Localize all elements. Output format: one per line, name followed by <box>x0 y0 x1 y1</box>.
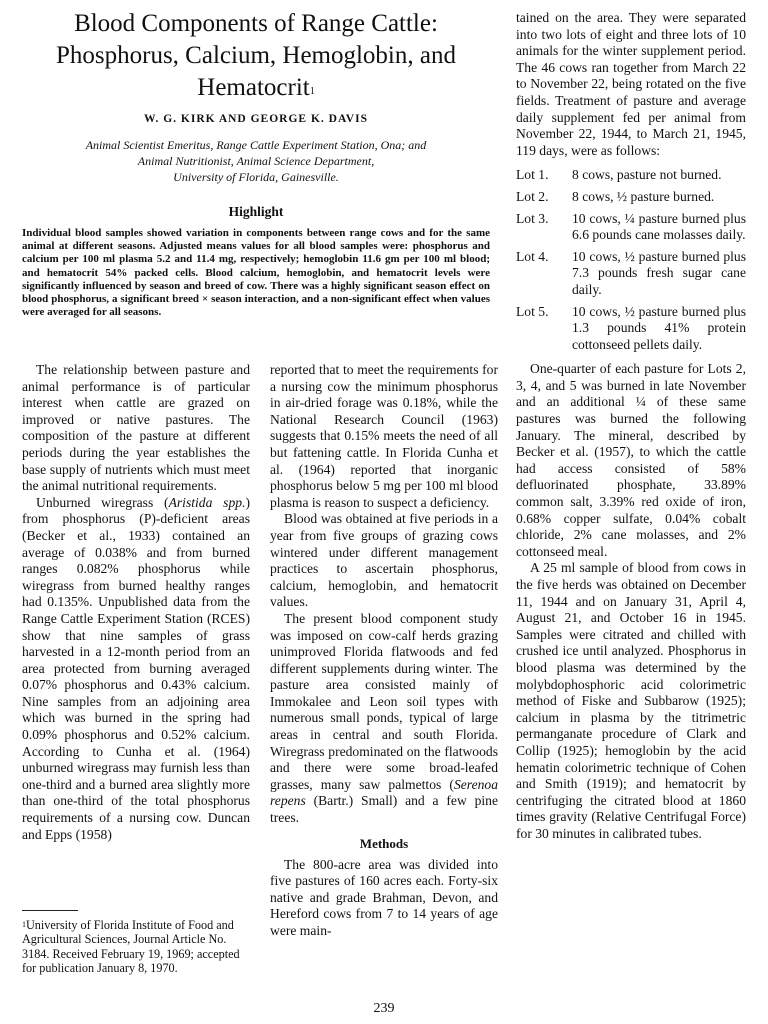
lot-label: Lot 1. <box>516 167 549 183</box>
text-column-2 <box>270 362 498 940</box>
title-line-1: Blood Components of Range Cattle: <box>74 10 438 37</box>
intro-paragraph: The relationship between pasture and animal performance is of particular interest when cattle are grazed on improved or native pastures. The composition of the pasture at different periods during the year establishes the base supply of nutrients which must meet the animal nutritional requirements. <box>22 362 250 494</box>
lot-description: 10 cows, ½ pasture burned plus 1.3 pounds 41% protein cottonseed pellets daily. <box>572 303 746 352</box>
lot-label: Lot 5. <box>516 303 549 319</box>
highlight-abstract: Individual blood samples showed variation in components between range cows and for the same animal at different seasons. Adjusted means values for all blood samples were: phosphorus and calcium per 100 ml plasma 5.2 and 11.4 mg, respectively; hemoglobin 11.6 gm per 100 ml blood; and hematocrit 54% packed cells. Blood calcium, hemoglobin, and hematocrit levels were significantly influenced by season and breed of cow. There was a highly significant season effect on blood phosphorus, a significant breed × season interaction, and a non-significant effect when values were averaged for all seasons. <box>22 227 490 319</box>
species-name-serenoa: Serenoa repens <box>270 776 498 809</box>
page-number: 239 <box>373 1001 395 1016</box>
lot-label: Lot 3. <box>516 210 549 226</box>
footnote-rule <box>22 910 78 911</box>
burning-mineral-paragraph: One-quarter of each pasture for Lots 2, 3, 4, and 5 was burned in late November and an additional ¼ of these same pastures was burned the following January. The mineral, described by Becker et al. (1957), to which the cattle had access consisted of 58% defluorinated phosphate, 33.89% common salt, 3.39% red oxide of iron, 0.68% copper sulfate, 0.04% cobalt chloride, 2% cane molasses, and 2% cottonseed meal. <box>516 361 746 559</box>
wiregrass-text-a: Unburned wiregrass ( <box>36 494 169 510</box>
blood-sampling-paragraph: Blood was obtained at five periods in a year from five groups of grazing cows wintered under different management practices to ascertain phosphorus, calcium, hemoglobin, and hematocrit values. <box>270 511 498 610</box>
methods-paragraph: The 800-acre area was divided into five pastures of 160 acres each. Forty-six native and grade Brahman, Devon, and Hereford cows from 7 to 14 years of age were main- <box>270 856 498 938</box>
footnote-mark: 1 <box>22 920 26 929</box>
lot-description: 10 cows, ¼ pasture burned plus 6.6 pounds cane molasses daily. <box>572 210 746 243</box>
title-footnote-mark: 1 <box>309 86 315 97</box>
lot-item <box>516 189 746 206</box>
lot-item <box>516 304 746 354</box>
affiliation-line-1: Animal Scientist Emeritus, Range Cattle Experiment Station, Ona; and <box>85 138 427 152</box>
lot-item <box>516 167 746 184</box>
lot-item <box>516 249 746 299</box>
study-area-text-b: (Bartr.) Small) and a few pine trees. <box>270 793 498 826</box>
study-area-paragraph <box>270 611 498 827</box>
author-affiliation <box>40 137 472 185</box>
lot-description: 10 cows, ½ pasture burned plus 7.3 pounds fresh sugar cane daily. <box>572 248 746 297</box>
treatment-intro-paragraph: tained on the area. They were separated into two lots of eight and three lots of 10 animals for the winter supplement period. The 46 cows ran together from March 22 to November 22, being rotated on the five fields. Treatment of pasture and average daily supplement fed per animal from November 22, 1944, to March 21, 1945, 119 days, were as follows: <box>516 10 746 158</box>
highlight-heading: Highlight <box>228 204 284 219</box>
title-line-2: Phosphorus, Calcium, Hemoglobin, and <box>56 42 456 69</box>
lot-label: Lot 2. <box>516 188 549 204</box>
text-column-1 <box>22 362 250 843</box>
text-column-3 <box>516 10 746 843</box>
methods-heading: Methods <box>359 835 409 851</box>
requirements-paragraph: reported that to meet the requirements for a nursing cow the minimum phosphorus in air-dried forage was 0.18%, while the National Research Council (1963) suggests that 0.15% meets the need of all but fattening cattle. In Florida Cunha et al. (1964) reported that inorganic phosphorus below 5 mg per 100 ml blood plasma is reason to suspect a deficiency. <box>270 362 498 510</box>
lot-description: 8 cows, pasture not burned. <box>572 167 722 183</box>
affiliation-line-2: Animal Nutritionist, Animal Science Department, <box>137 154 375 168</box>
sample-analysis-paragraph: A 25 ml sample of blood from cows in the five herds was obtained on December 11, 1944 and on January 31, April 4, August 21, and October 16 in 1945. Samples were citrated and chilled with crushed ice until analyzed. Phosphorus in blood plasma was determined by the molybdophosphoric acid colorimetric method of Fiske and Subbarow (1925); calcium in plasma by the titrimetric permanganate procedure of Clark and Collip (1925); hemoglobin by the acid hematin colorimetric technique of Cohen and Smith (1919); and hematocrit by centrifuging the citrated blood at 1860 times gravity (Relative Centrifugal Force) for 30 minutes in calibrated tubes. <box>516 560 746 841</box>
footnote <box>22 918 250 976</box>
lot-item <box>516 211 746 244</box>
article-title <box>30 8 482 104</box>
wiregrass-text-b: ) from phosphorus (P)-deficient areas (Becker et al., 1933) contained an average of 0.038% and from burned ranges 0.082% phosphorus while wiregrass from burned healthy ranges had 0.135%. Unpublished data from the Range Cattle Experiment Station (RCES) show that nine samples of grass harvested in a 12-month period from an area protected from burning averaged 0.07% phosphorus and 0.43% calcium. Nine samples from an adjoining area which was burned in the spring had 0.09% phosphorus and 0.52% calcium. According to Cunha et al. (1964) unburned wiregrass may furnish less than one-third and a burned area slightly more than one-third of the total phosphorus requirements of a nursing cow. Duncan and Epps (1958) <box>22 494 250 842</box>
species-name-aristida: Aristida spp. <box>168 494 246 510</box>
affiliation-line-3: University of Florida, Gainesville. <box>173 170 339 184</box>
lot-list <box>516 167 746 353</box>
lot-description: 8 cows, ½ pasture burned. <box>572 188 715 204</box>
author-line: W. G. KIRK AND GEORGE K. DAVIS <box>144 113 368 125</box>
footnote-text: University of Florida Institute of Food and Agricultural Sciences, Journal Article No. 3184. Received February 19, 1969; accepted for publication January 8, 1970. <box>22 918 240 976</box>
study-area-text-a: The present blood component study was imposed on cow-calf herds grazing unimproved Florida flatwoods and fed different supplements during winter. The pasture area consisted mainly of Immokalee and Leon soil types with numerous small ponds, typical of large areas in central and south Florida. Wiregrass predominated on the flatwoods and there were some broad-leafed grasses, many saw palmettos ( <box>270 610 498 792</box>
title-line-3: Hematocrit <box>197 74 310 101</box>
wiregrass-paragraph <box>22 495 250 843</box>
lot-label: Lot 4. <box>516 248 549 264</box>
